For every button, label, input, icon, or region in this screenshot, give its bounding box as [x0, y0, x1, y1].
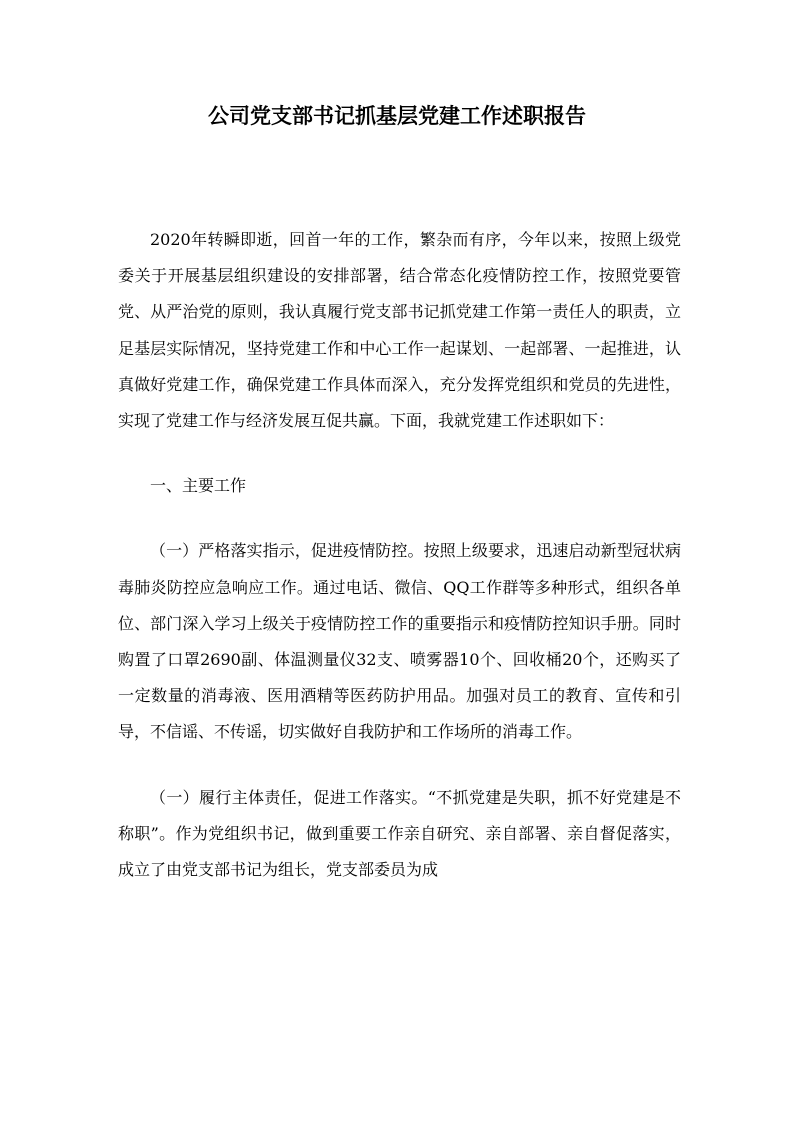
paragraph-epidemic: （一）严格落实指示，促进疫情防控。按照上级要求，迅速启动新型冠状病毒肺炎防控应急响应工作。通过电话、微信、QQ工作群等多种形式，组织各单位、部门深入学习上级关于疫情防控工作的重要指示和疫情防控知识手册。同时购置了口罩2690副、体温测量仪32支、喷雾器10个、回收桶20个，还购买了一定数量的消毒液、医用酒精等医药防护用品。加强对员工的教育、宣传和引导，不信谣、不传谣，切实做好自我防护和工作场所的消毒工作。 — [118, 541, 681, 742]
document-body — [118, 222, 681, 888]
document-title: 公司党支部书记抓基层党建工作述职报告 — [208, 104, 586, 128]
section-heading: 一、主要工作 — [150, 476, 247, 496]
paragraph-responsibility: （一）履行主体责任，促进工作落实。“不抓党建是失职，抓不好党建是不称职”。作为党组织书记，做到重要工作亲自研究、亲自部署、亲自督促落实，成立了由党支部书记为组长，党支部委员为成 — [118, 787, 681, 880]
paragraph-intro: 2020年转瞬即逝，回首一年的工作，繁杂而有序，今年以来，按照上级党委关于开展基层组织建设的安排部署，结合常态化疫情防控工作，按照党要管党、从严治党的原则，我认真履行党支部书记抓党建工作第一责任人的职责，立足基层实际情况，坚持党建工作和中心工作一起谋划、一起部署、一起推进，认真做好党建工作，确保党建工作具体而深入，充分发挥党组织和党员的先进性，实现了党建工作与经济发展互促共赢。下面，我就党建工作述职如下： — [118, 230, 681, 431]
